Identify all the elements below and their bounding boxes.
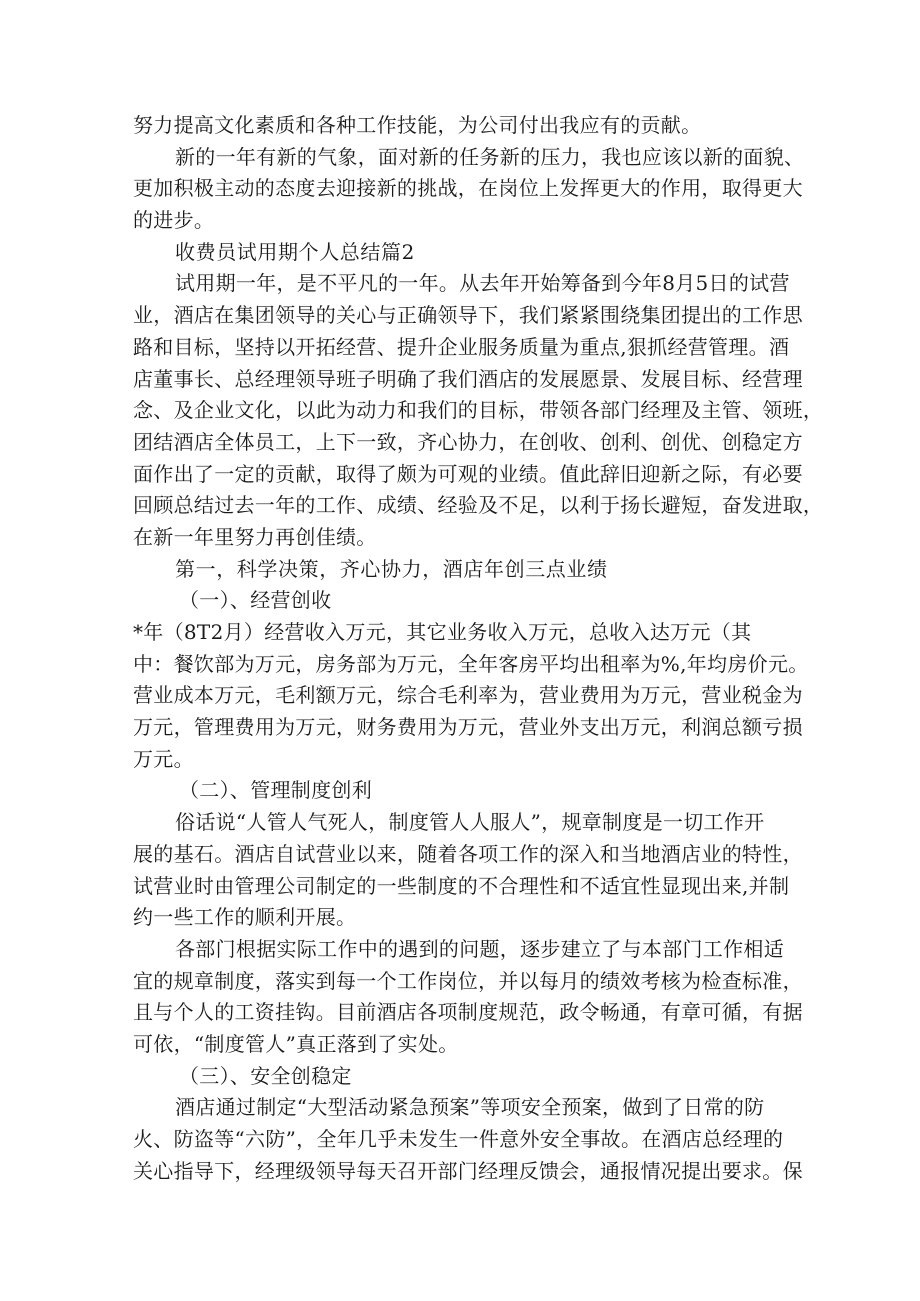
paragraph-line: 的进步。 bbox=[133, 208, 215, 233]
paragraph-line: 面作出了一定的贡献，取得了颇为可观的业绩。值此辞旧迎新之际，有必要 bbox=[133, 461, 803, 486]
paragraph-line: 努力提高文化素质和各种工作技能，为公司付出我应有的贡献。 bbox=[133, 113, 702, 137]
paragraph-line: 店董事长、总经理领导班子明确了我们酒店的发展愿景、发展目标、经营理 bbox=[133, 366, 803, 391]
paragraph-line: 团结酒店全体员工，上下一致，齐心协力，在创收、创利、创优、创稳定方 bbox=[133, 429, 803, 454]
paragraph-line: 万元，管理费用为万元，财务费用为万元，营业外支出万元，利润总额亏损 bbox=[133, 715, 803, 740]
paragraph-line: 火、防盗等“六防”，全年几乎未发生一件意外安全事故。在酒店总经理的 bbox=[133, 1127, 784, 1151]
subsection-heading: （一）、经营创收 bbox=[179, 588, 332, 613]
paragraph-line: 业，酒店在集团领导的关心与正确领导下，我们紧紧围绕集团提出的工作思 bbox=[133, 303, 803, 328]
paragraph-line: 约一些工作的顺利开展。 bbox=[133, 905, 357, 930]
paragraph-line: 在新一年里努力再创佳绩。 bbox=[133, 524, 377, 549]
paragraph-line: 新的一年有新的气象，面对新的任务新的压力，我也应该以新的面貌、 bbox=[175, 144, 805, 169]
paragraph-line: 且与个人的工资挂钩。目前酒店各项制度规范，政令畅通，有章可循，有据 bbox=[133, 1000, 803, 1025]
paragraph-line: 营业成本万元，毛利额万元，综合毛利率为，营业费用为万元，营业税金为 bbox=[133, 683, 803, 708]
paragraph-line: 路和目标，坚持以开拓经营、提升企业服务质量为重点,狠抓经营管理。酒 bbox=[133, 334, 790, 359]
paragraph-line: 试营业时由管理公司制定的一些制度的不合理性和不适宜性显现出来,并制 bbox=[133, 873, 790, 898]
paragraph-line: 中：餐饮部为万元，房务部为万元，全年客房平均出租率为%,年均房价元。 bbox=[133, 651, 809, 676]
paragraph-line: 更加积极主动的态度去迎接新的挑战，在岗位上发挥更大的作用，取得更大 bbox=[133, 176, 803, 201]
paragraph-line: 念、及企业文化，以此为动力和我们的目标，带领各部门经理及主管、领班， bbox=[133, 398, 824, 423]
section-title: 收费员试用期个人总结篇2 bbox=[175, 239, 415, 264]
paragraph-line: 宜的规章制度，落实到每一个工作岗位，并以每月的绩效考核为检查标准， bbox=[133, 968, 803, 993]
document-page bbox=[133, 110, 824, 1187]
paragraph-line: 酒店通过制定“大型活动紧急预案”等项安全预案，做到了日常的防 bbox=[175, 1095, 765, 1120]
paragraph-line: 试用期一年，是不平凡的一年。从去年开始筹备到今年8月5日的试营 bbox=[175, 271, 790, 296]
paragraph-line: 展的基石。酒店自试营业以来，随着各项工作的深入和当地酒店业的特性， bbox=[133, 841, 803, 866]
paragraph-line: 各部门根据实际工作中的遇到的问题，逐步建立了与本部门工作相适 bbox=[175, 936, 784, 961]
paragraph-line: 俗话说“人管人气死人，制度管人人服人”，规章制度是一切工作开 bbox=[175, 810, 765, 835]
section-heading: 第一，科学决策，齐心协力，酒店年创三点业绩 bbox=[175, 556, 608, 581]
paragraph-line: 关心指导下，经理级领导每天召开部门经理反馈会，通报情况提出要求。保 bbox=[133, 1158, 803, 1183]
subsection-heading: （三）、安全创稳定 bbox=[179, 1063, 352, 1088]
subsection-heading: （二）、管理制度创利 bbox=[179, 778, 372, 803]
paragraph-line: 万元。 bbox=[133, 746, 194, 771]
paragraph-line: *年（8T2月）经营收入万元，其它业务收入万元，总收入达万元（其 bbox=[133, 620, 752, 644]
paragraph-line: 回顾总结过去一年的工作、成绩、经验及不足，以利于扬长避短，奋发进取， bbox=[133, 493, 824, 518]
paragraph-line: 可依，“制度管人”真正落到了实处。 bbox=[133, 1031, 459, 1056]
